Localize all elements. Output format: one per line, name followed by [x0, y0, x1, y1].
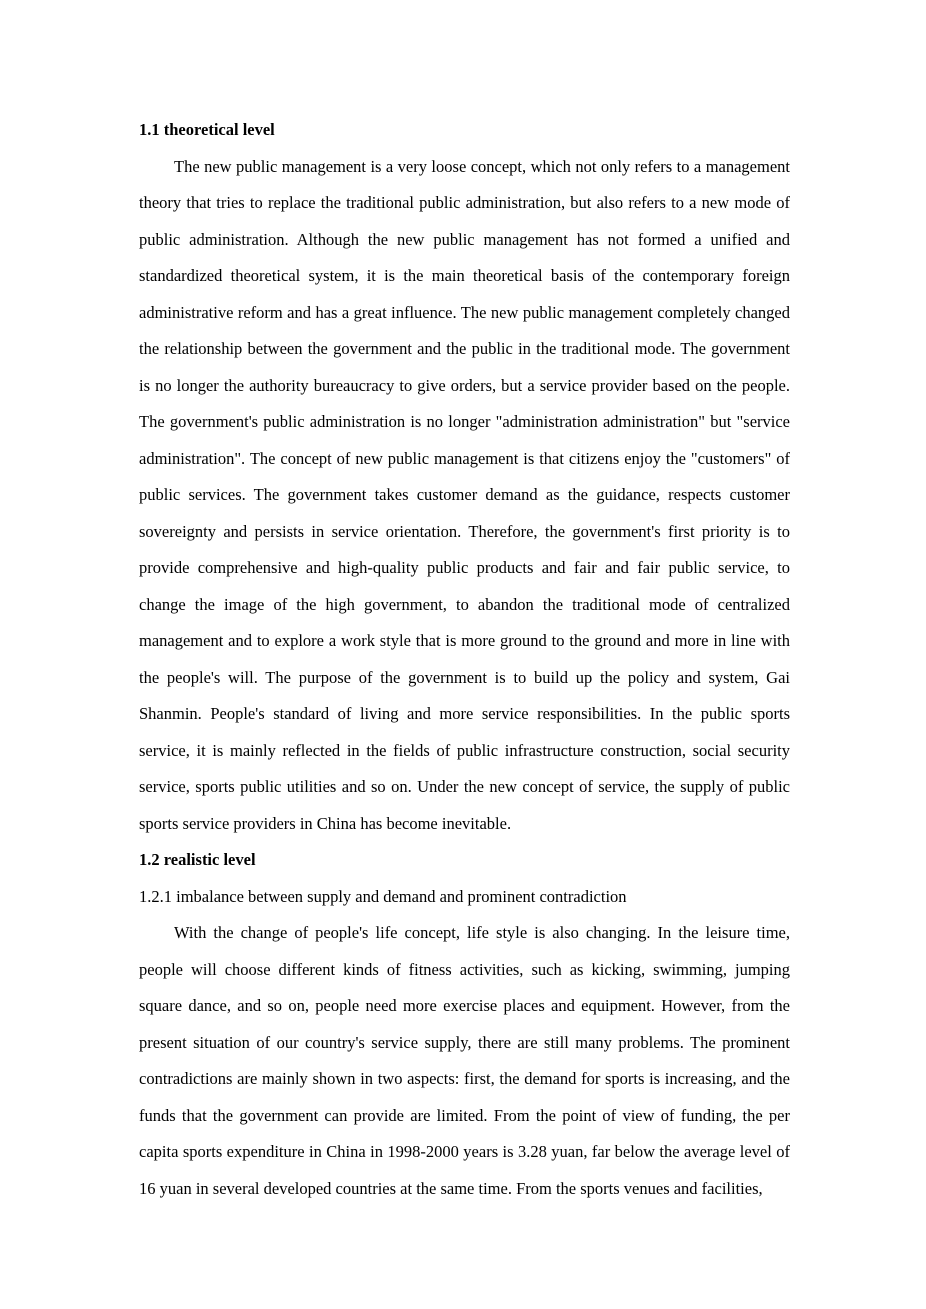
- section-heading-1-2: 1.2 realistic level: [139, 850, 256, 869]
- paragraph-realistic-level: With the change of people's life concept, life style is also changing. In the leisure time, people will choose different kinds of fitness activities, such as kicking, swimming, jumping square dance, and so on, people need more exercise places and equipment. However, from the present situation of our country's service supply, there are still many problems. The prominent contradictions are mainly shown in two aspects: first, the demand for sports is increasing, and the funds that the government can provide are limited. From the point of view of funding, the per capita sports expenditure in China in 1998-2000 years is 3.28 yuan, far below the average level of 16 yuan in several developed countries at the same time. From the sports venues and facilities,: [139, 923, 790, 1198]
- section-heading-1-1: 1.1 theoretical level: [139, 120, 275, 139]
- subsection-heading-1-2-1: 1.2.1 imbalance between supply and demand and prominent contradiction: [139, 886, 627, 906]
- paragraph-theoretical-level: The new public management is a very loose concept, which not only refers to a management theory that tries to replace the traditional public administration, but also refers to a new mode of public administration. Although the new public management has not formed a unified and standardized theoretical system, it is the main theoretical basis of the contemporary foreign administrative reform and has a great influence. The new public management completely changed the relationship between the government and the public in the traditional mode. The government is no longer the authority bureaucracy to give orders, but a service provider based on the people. The government's public administration is no longer "administration administration" but "service administration". The concept of new public management is that citizens enjoy the "customers" of public services. The government takes customer demand as the guidance, respects customer sovereignty and persists in service orientation. Therefore, the government's first priority is to provide comprehensive and high-quality public products and fair and fair public service, to change the image of the high government, to abandon the traditional mode of centralized management and to explore a work style that is more ground to the ground and more in line with the people's will. The purpose of the government is to build up the policy and system, Gai Shanmin. People's standard of living and more service responsibilities. In the public sports service, it is mainly reflected in the fields of public infrastructure construction, social security service, sports public utilities and so on. Under the new concept of service, the supply of public sports service providers in China has become inevitable.: [139, 156, 790, 833]
